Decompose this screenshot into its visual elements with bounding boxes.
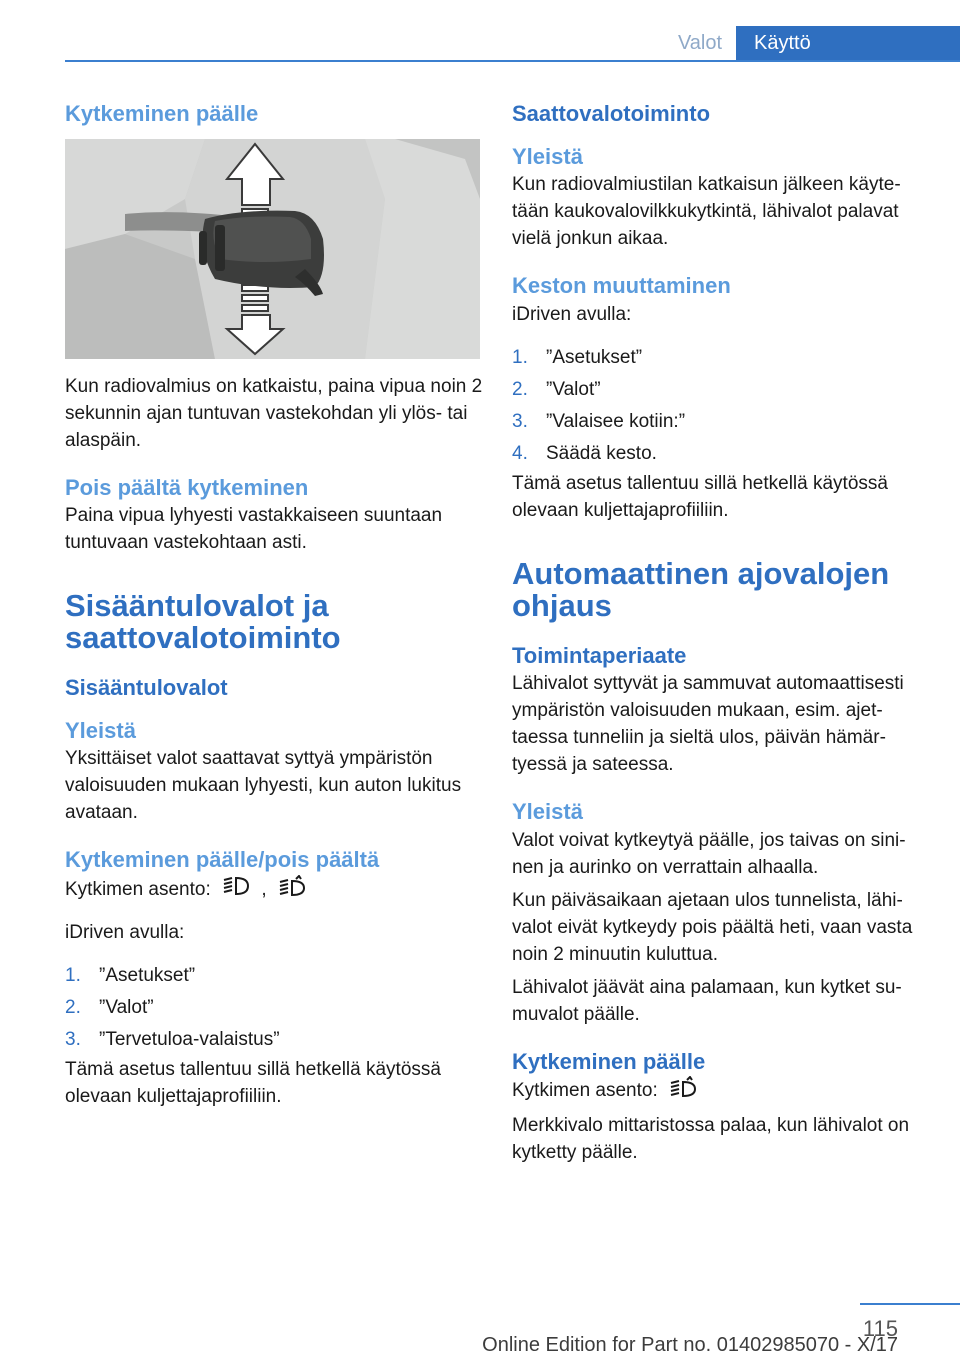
paragraph-switch-on: Kun radiovalmius on katkaistu, paina vipua noin 2 sekunnin ajan tuntuvan vastekohdan yli ylös- tai alaspäin. [65, 375, 483, 451]
list-item: 2. ”Valot” [512, 378, 601, 400]
paragraph-saved: Tämä asetus tallentuu sillä hetkellä käytössä olevaan kuljettajaprofiiliin. [65, 1058, 441, 1107]
low-beam-icon [222, 875, 250, 905]
list-item: 1. ”Asetukset” [512, 346, 643, 368]
right-column [512, 100, 930, 1166]
paragraph-switch-off: Paina vipua lyhyesti vastakkaiseen suuntaan tuntuvaan vastekohtaan asti. [65, 505, 443, 554]
list-item: 2. ”Valot” [65, 996, 154, 1018]
right-steps-list [512, 342, 930, 470]
auto-headlight-icon [669, 1076, 697, 1106]
list-item: 3. ”Tervetuloa-valaistus” [65, 1028, 280, 1050]
header-tab-kaytto: Käyttö [736, 26, 960, 62]
paragraph-saved: Tämä asetus tallentuu sillä hetkellä käytössä olevaan kuljettajaprofiiliin. [512, 472, 888, 521]
switch-position-label: Kytkimen asento: [512, 1080, 658, 1102]
list-item: 3. ”Valaisee kotiin:” [512, 410, 686, 432]
switch-position-label: Kytkimen asento: [65, 878, 211, 900]
heading-entry-lights: Sisääntulovalot [65, 675, 228, 701]
section-title-auto-headlights: Automaattinen ajovalojen ohjaus [512, 555, 890, 623]
paragraph-indicator: Merkkivalo mittaristossa palaa, kun lähivalot on kytketty päälle. [512, 1115, 910, 1164]
heading-general: Yleistä [512, 143, 583, 169]
paragraph-general: Kun radiovalmiustilan katkaisun jälkeen käytetään kaukovalovilkkukytkintä, lähivalot palavat vielä jonkun aikaa. [512, 174, 901, 250]
switch-position-line [512, 1076, 930, 1106]
auto-headlight-icon [278, 875, 306, 905]
left-steps-list [65, 960, 483, 1056]
heading-general-2: Yleistä [512, 799, 583, 825]
paragraph-general-2c: Lähivalot jäävät aina palamaan, kun kytket sumuvalot päälle. [512, 976, 902, 1025]
page-number: 115 [862, 1316, 898, 1341]
heading-switch-off: Pois päältä kytkeminen [65, 474, 309, 500]
paragraph-principle: Lähivalot syttyvät ja sammuvat automaattisesti ympäristön valoisuuden mukaan, esim. ajettaessa tunneliin ja sieltä ulos, päivän hämärtyessä ja sateessa. [512, 673, 904, 776]
paragraph-general: Yksittäiset valot saattavat syttyä ympäristön valoisuuden mukaan lyhyesti, kun auton lukitus avataan. [65, 748, 462, 824]
section-title-entry-lights: Sisääntulovalot ja saattovalotoiminto [65, 588, 341, 656]
paragraph-general-2a: Valot voivat kytkeytyä päälle, jos taivas on sininen ja aurinko on verrattain alhaalla. [512, 829, 906, 878]
heading-general: Yleistä [65, 717, 136, 743]
left-column [65, 100, 483, 1110]
idrive-label: iDriven avulla: [512, 303, 632, 325]
lever-illustration [65, 139, 480, 359]
switch-position-separator: , [261, 878, 267, 900]
header-tab-valot: Valot [664, 26, 736, 60]
list-item: 4. Säädä kesto. [512, 442, 657, 464]
footer-rule [860, 1303, 960, 1305]
header-rule [65, 60, 960, 62]
heading-change-duration: Keston muuttaminen [512, 273, 731, 299]
heading-switch-on-2: Kytkeminen päälle [512, 1048, 706, 1074]
heading-principle: Toimintaperiaate [512, 642, 687, 668]
idrive-label: iDriven avulla: [65, 921, 185, 943]
heading-on-off: Kytkeminen päälle/pois päältä [65, 847, 380, 873]
paragraph-general-2b: Kun päiväsaikaan ajetaan ulos tunnelista, lähivalot eivät kytkeydy pois päältä heti, vaan vasta noin 2 minuutin kuluttua. [512, 889, 913, 965]
footer-edition: Online Edition for Part no. 01402985070 - X/17 [482, 1334, 898, 1356]
list-item: 1. ”Asetukset” [65, 964, 196, 986]
heading-follow-me-home: Saattovalotoiminto [512, 101, 711, 126]
heading-switch-on: Kytkeminen päälle [65, 101, 259, 126]
lever-figure [65, 139, 480, 359]
switch-position-line [65, 875, 483, 905]
